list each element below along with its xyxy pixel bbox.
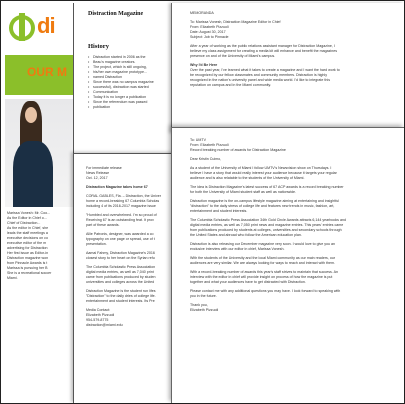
text-line: Date: August 30, 2017 [190, 30, 226, 34]
text-line: Subject: Job to Pinnacle [190, 35, 229, 39]
text-line: interview with the editor in chief will provide insight on process of how the magazine is put [190, 275, 333, 279]
text-line: Her first issue as Editor-in [7, 251, 49, 255]
text-line: Distraction magazine won [7, 256, 49, 260]
text-line: distraction@miami.edu [86, 323, 123, 327]
text-line: executive decisions on co [7, 236, 48, 240]
text-line: The Columbia Scholastic Press Association [86, 265, 156, 269]
text-line: With the students of the University and the local Miami community as our main readers, our [190, 256, 336, 260]
text-line: For immediate release [86, 166, 122, 170]
text-line: • The project, which is still ongoing, [88, 65, 184, 70]
text-line: "distraction" to the daily stress of college life and features new trends in music, fashion, art, [190, 204, 335, 208]
memorandum-text [190, 11, 400, 88]
text-line: Miami. [7, 276, 18, 280]
text-line: for both the University of Miami student staff as well as nationwide. [190, 190, 296, 194]
text-line: Marissa is pursuing her B [7, 266, 48, 270]
text-line: Distraction magazine is the on-campus lifestyle magazine aiming at entertaining and insightful [190, 199, 340, 203]
memorandum-page [171, 3, 404, 133]
portrait-body [13, 141, 53, 207]
text-line: be recognized by our fellow classmates and community members. Distraction is highly [190, 73, 328, 77]
pitch-letter-page [171, 127, 404, 403]
text-line: As the editor in Chief, she [7, 226, 49, 230]
logo-text: di [37, 13, 55, 38]
text-line: 954-579-8775 [86, 318, 109, 322]
text-line: Aamai Fahmy, Distraction Magazine's 2016 [86, 251, 155, 255]
portrait-face [25, 107, 37, 123]
text-line: As the Editor in Chief o... [7, 216, 47, 220]
text-line: From: Elizabeth Pizzuoli [190, 143, 229, 147]
text-line: Elizabeth Pizzuoli [190, 308, 219, 312]
history-heading: History [88, 43, 109, 50]
text-line: Dear Kristin Cuimo, [190, 157, 222, 161]
text-line: leads the staff meetings a [7, 231, 48, 235]
text-line: CORAL GABLES, Fla. – Distraction, the Univer [86, 194, 161, 198]
text-line: the United States and abroad who follow the American education plan. [190, 233, 302, 237]
text-line: audience and is also relatable to the students of the University of Miami. [190, 176, 305, 180]
text-line: • Since the referendum was passed [88, 100, 184, 105]
text-line: believe I have a story that would really interest your audience because it targets your regular [190, 171, 337, 175]
text-line: MEMORANDA [190, 11, 214, 15]
text-line: Over the past year, I've learned what it takes to create a magazine and I want the hard work to [190, 68, 340, 72]
text-line: including 4 of its 2016-2017 magazine issue [86, 204, 156, 208]
text-line: together and what your audiences have to get distracted with Distraction. [190, 280, 306, 284]
text-line: exclusive interview with our editor in chief, Marissa Vonesh. [190, 247, 285, 251]
text-line: entertainment and student interests. Its Pre [86, 299, 155, 303]
text-line: • successful), distraction was started [88, 85, 184, 90]
text-line: universities and colleges across the United [86, 280, 155, 284]
text-line: Distraction Magazine is the student run lifes [86, 289, 156, 293]
text-line: With a record-breaking number of awards this year's staff strives to maintain that success. An [190, 270, 339, 274]
text-line: To: Marissa Vonesh, Distraction Magazine Editor in Chief [190, 20, 281, 24]
text-line: "Humbled and overwhelmed. I'm so proud of [86, 213, 157, 217]
text-line: executive editor of the m [7, 241, 47, 245]
text-line: As a student of the University of Miami I follow UMTV's Newsvision show on Thursdays. I [190, 166, 332, 170]
text-line: From: Elizabeth Pizzuoli [190, 25, 229, 29]
text-line: • his/her own magazine prototype... [88, 70, 184, 75]
text-line: Why I'd Be Here [190, 63, 218, 67]
text-line: • Beau's magazine creators. [88, 60, 184, 65]
text-line: audiences are very similar. We are always looking for ways to reach and interact with them. [190, 261, 335, 265]
text-line: Elizabeth Pizzuoli [86, 313, 115, 317]
text-line: After a year of working as the public relations assistant manager for Distraction Magazine, I [190, 44, 335, 48]
text-line: entertainment and student interests. [190, 209, 248, 213]
news-release-page [73, 153, 185, 403]
banner-text: OUR M [27, 65, 67, 79]
pitch-letter-text [190, 138, 400, 313]
text-line: Record breaking number of awards for Distraction Magazine [190, 148, 286, 152]
text-line: Allie Patronis, designer, was awarded a co [86, 232, 154, 236]
text-line: advertising for Distraction [7, 246, 48, 250]
text-line: • Distraction started in 2006 as the [88, 55, 184, 60]
text-line: presentation. [86, 242, 107, 246]
text-line: Receiving 67 is an outstanding feat. It prov [86, 218, 154, 222]
text-line: Marissa Vonesh: Mr. Coo... [7, 211, 51, 215]
text-line: believe my class assignment for creating a media kit will enhance and benefit the magazines [190, 49, 338, 53]
text-line: News Release [86, 171, 110, 175]
text-line: came from publications produced by studen [86, 275, 156, 279]
text-line: The Columbia Scholastic Press Association 34th Gold Circle Awards attracts 6,144 yearbooks and [190, 218, 346, 222]
text-line: "Distraction" to the daily dries of college life. [86, 294, 156, 298]
text-line: The idea is Distraction Magazine's latest success of 67 ACP awards is a record breaking number [190, 185, 344, 189]
text-line: To: UMTV [190, 138, 206, 142]
text-line: Oct. 12, 2017 [86, 176, 108, 180]
history-bullet-list [88, 55, 184, 110]
text-line: Please contact me with any additional questions you may have. I look forward to speaking with [190, 289, 341, 293]
news-release-text [86, 166, 184, 328]
text-line: She is a recreational soccer [7, 271, 52, 275]
text-line: Distraction is also releasing our December magazine very soon. I would love to give you an [190, 242, 336, 246]
text-line: typography on one page or spread, use of t [86, 237, 155, 241]
text-line: recognized in the nation's university panel and wide media world. I'd like to integrate this [190, 78, 331, 82]
text-line: reputation on campus and in the Miami community. [190, 83, 272, 87]
text-line: Distraction Magazine takes home 67 [86, 185, 148, 189]
text-line: • publication [88, 105, 184, 110]
text-line: from Pinnacle Awards is t [7, 261, 48, 265]
text-line: Thank you, [190, 303, 208, 307]
text-line: • Today it is no longer a publication [88, 95, 184, 100]
text-line: presence on and of the University of Miami's campus. [190, 54, 276, 58]
text-line: digital media entries, as well as 7,050 print news and magazine entries. This years' entries came [190, 223, 344, 227]
text-line: Chief of Distraction... [7, 221, 41, 225]
history-page-title: Distraction Magazine [88, 11, 144, 17]
text-line: you in the future. [190, 294, 217, 298]
text-line: digital media entries, as well as 7,040 print [86, 270, 154, 274]
text-line: from publications produced by students at colleges, universities and secondary schools through [190, 228, 342, 232]
text-line: • named Distraction [88, 75, 184, 80]
text-line: Media Contact: [86, 308, 111, 312]
text-line: home a record-breaking 67 Columbia Scholas [86, 199, 160, 203]
text-line: closest story to her heart on the Syrian refu [86, 256, 155, 260]
text-line: • Since there was no campus magazine [88, 80, 184, 85]
text-line: • Communication [88, 90, 184, 95]
text-line: part of these awards. [86, 223, 120, 227]
